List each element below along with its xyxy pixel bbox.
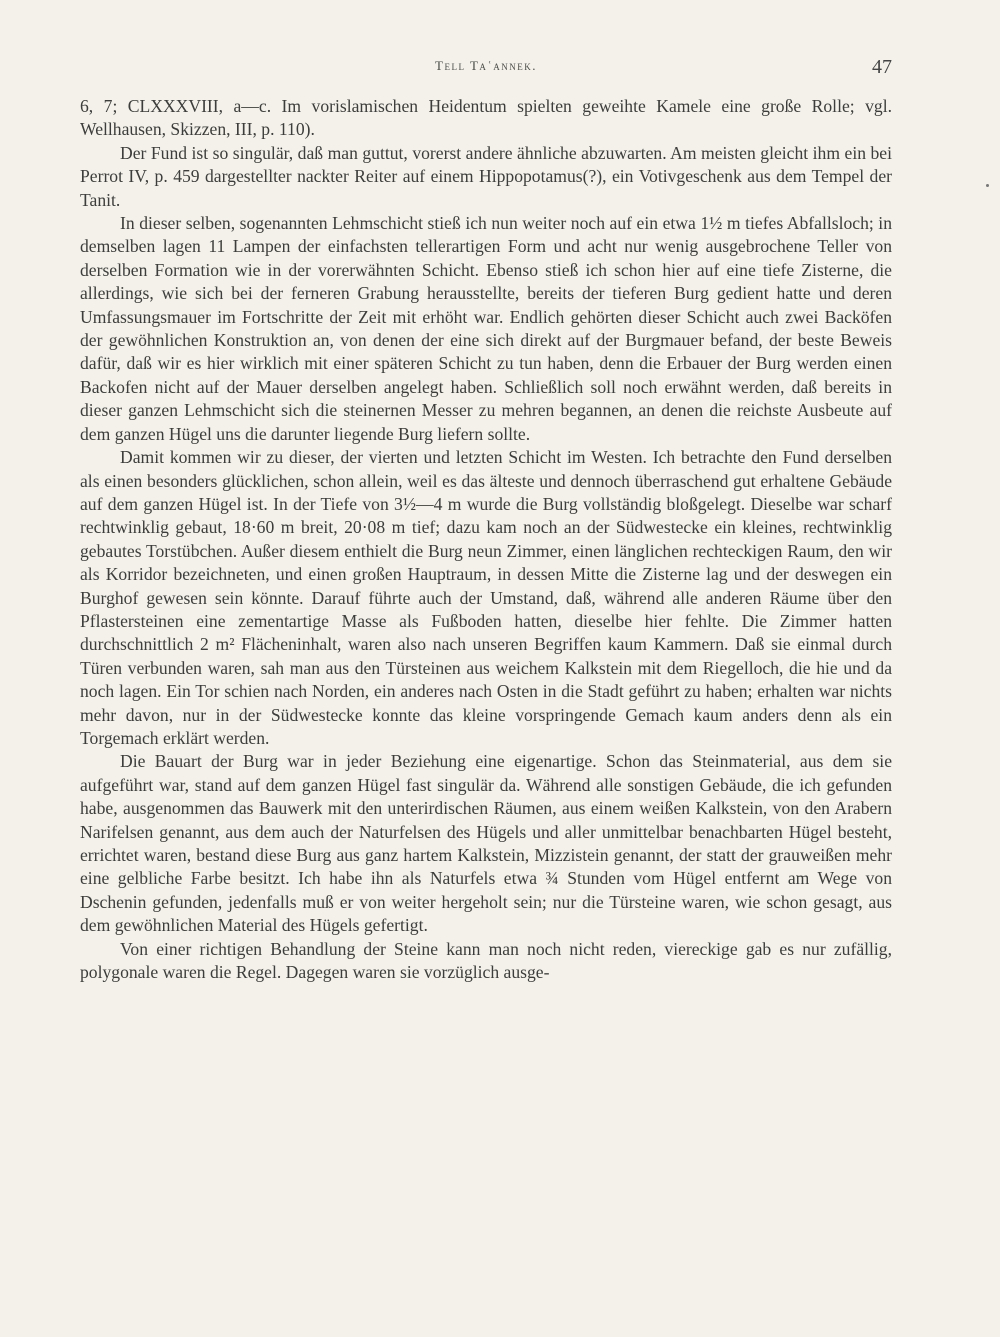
body-text [80,95,892,984]
page-number: 47 [872,56,892,78]
paragraph: Der Fund ist so singulär, daß man guttut, vorerst andere ähnliche abzuwarten. Am meisten gleicht ihm ein bei Perrot IV, p. 459 dargestellter nackter Reiter auf einem Hippopotamus(?), ein Votivgeschenk aus dem Tempel der Tanit. [80,142,892,210]
paragraph-continuation: 6, 7; CLXXXVIII, a—c. Im vorislamischen Heidentum spielten geweihte Kamele eine große Rolle; vgl. Wellhausen, Skizzen, III, p. 110). [80,96,892,140]
paragraph: In dieser selben, sogenannten Lehmschicht stieß ich nun weiter noch auf ein etwa 1½ m tiefes Abfallsloch; in demselben lagen 11 Lampen der einfachsten tellerartigen Form und acht nur wenig ausgebrochene Teller von derselben Formation wie in der vorerwähnten Schicht. Ebenso stieß ich schon hier auf eine tiefe Zisterne, die allerdings, wie sich bei der ferneren Grabung herausstellte, bereits der tieferen Burg gedient hatte und deren Umfassungsmauer im Fortschritte der Zeit mit erhöht war. Endlich gehörten dieser Schicht auch zwei Backöfen der gewöhnlichen Konstruktion an, von denen der eine sich direkt auf der Burgmauer befand, der beste Beweis dafür, daß wir es hier wirklich mit einer späteren Schicht zu tun haben, denn die Erbauer der Burg werden einen Backofen nicht auf der Mauer derselben angelegt haben. Schließlich soll noch erwähnt werden, daß bereits in dieser ganzen Lehmschicht sich die steinernen Messer zu mehren begannen, an denen die reichste Ausbeute auf dem ganzen Hügel uns die darunter liegende Burg liefern sollte. [80,213,892,444]
paragraph: Von einer richtigen Behandlung der Steine kann man noch nicht reden, viereckige gab es nur zufällig, polygonale waren die Regel. Dagegen waren sie vorzüglich ausge- [80,938,892,983]
running-title: Tell Taʿannek. [435,58,537,73]
paragraph: Die Bauart der Burg war in jeder Beziehung eine eigenartige. Schon das Steinmaterial, aus dem sie aufgeführt war, stand auf dem ganzen Hügel fast singulär da. Während alle sonstigen Gebäude, die ich gefunden habe, ausgenommen das Bauwerk mit den unterirdischen Räumen, aus einem weißen Kalkstein, von den Arabern Narifelsen genannt, aus dem auch der Naturfelsen des Hügels und aller unmittelbar benachbarten Hügel besteht, errichtet waren, bestand diese Burg aus ganz hartem Kalkstein, Mizzistein genannt, der statt der grauweißen mehr eine gelbliche Farbe besitzt. Ich habe ihn als Naturfels etwa ¾ Stunden vom Hügel entfernt am Wege von Dschenin gefunden, jedenfalls muß er von weiter hergeholt sein; nur die Türsteine waren, wie schon gesagt, aus dem gewöhnlichen Material des Hügels gefertigt. [80,751,892,936]
stray-mark [986,184,989,187]
paragraph: Damit kommen wir zu dieser, der vierten und letzten Schicht im Westen. Ich betrachte den Fund derselben als einen besonders glücklichen, schon allein, weil es das älteste und dennoch überraschend gut erhaltene Gebäude auf dem ganzen Hügel ist. In der Tiefe von 3½—4 m wurde die Burg vollständig bloßgelegt. Dieselbe war scharf rechtwinklig gebaut, 18·60 m breit, 20·08 m tief; dazu kam noch an der Südwestecke ein kleines, rechtwinklig gebautes Torstübchen. Außer diesem enthielt die Burg neun Zimmer, einen länglichen rechteckigen Raum, den wir als Korridor bezeichneten, und einen großen Hauptraum, in dessen Mitte die Zisterne lag und der deswegen ein Burghof gewesen sein könnte. Darauf führte auch der Umstand, daß, während alle anderen Räume über den Pflastersteinen eine zementartige Masse als Fußboden hatten, dieselbe hier fehlte. Die Zimmer hatten durchschnittlich 2 m² Flächeninhalt, waren also nach unseren Begriffen kaum Kammern. Daß sie einmal durch Türen verbunden waren, sah man aus den Türsteinen aus weichem Kalkstein mit dem Riegelloch, die hie und da noch lagen. Ein Tor schien nach Norden, ein anderes nach Osten in die Stadt geführt zu haben; erhalten war nichts mehr davon, nur in der Südwestecke konnte das kleine vorspringende Gemach kaum anders denn als ein Torgemach erklärt werden. [80,447,892,748]
page-header [80,58,892,82]
